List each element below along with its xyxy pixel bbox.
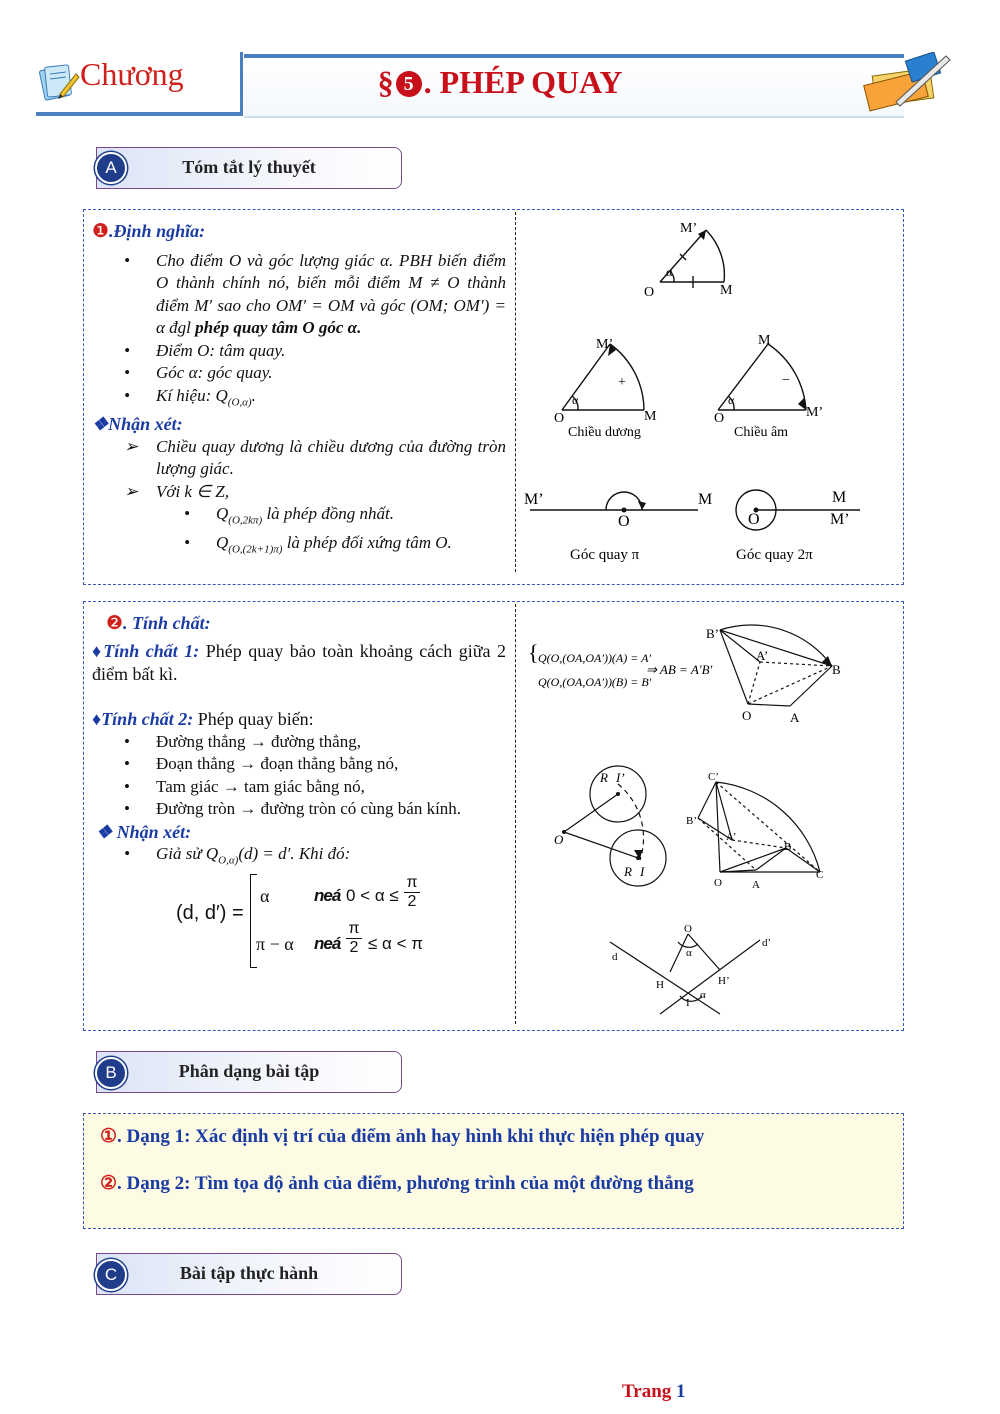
figure1-labels	[524, 221, 850, 563]
definition-bullet: • Kí hiệu: $Q_{(O,\alpha)}$.	[156, 385, 506, 414]
remark-item: ➢ Chiều quay dương là chiều dương của đường tròn lượng giác.	[156, 436, 506, 481]
section-badge-c: C	[95, 1259, 127, 1291]
figure2-formula	[528, 640, 713, 689]
svg-text:B’: B’	[686, 815, 697, 827]
svg-text:B’: B’	[706, 626, 719, 641]
svg-text:A’: A’	[756, 648, 769, 663]
properties-text	[92, 612, 506, 872]
svg-text:I: I	[640, 864, 645, 879]
title-number-badge: 5	[396, 71, 422, 97]
section-tab-theory: Tóm tắt lý thuyết	[96, 147, 402, 189]
svg-text:R: R	[600, 770, 608, 785]
exercise-type-2: ②. Dạng 2: Tìm tọa độ ảnh của điểm, phương trình của một đường thẳng	[100, 1173, 694, 1194]
svg-text:α: α	[728, 393, 735, 407]
property-1: ♦Tính chất 1: Phép quay bảo toàn khoảng cách giữa 2 điểm bất kì.	[92, 640, 507, 684]
definition-heading: ❶.Định nghĩa:	[92, 221, 206, 242]
definition-sub-list	[92, 503, 506, 561]
svg-text:Q(O,(OA,OA′))(B) = B′: Q(O,(OA,OA′))(B) = B′	[538, 675, 652, 689]
definition-list	[92, 250, 506, 414]
svg-text:I: I	[686, 997, 690, 1009]
properties-divider	[515, 604, 516, 1024]
definition-bullet: • Góc α: góc quay.	[156, 362, 506, 385]
property-item: • Đoạn thẳng → đoạn thẳng bằng nó,	[156, 753, 506, 776]
svg-text:M’: M’	[680, 221, 698, 236]
svg-text:⇒ AB = A′B′: ⇒ AB = A′B′	[646, 662, 713, 677]
rotation-definition-figure	[520, 214, 890, 574]
svg-text:d: d	[612, 951, 618, 963]
definition-text	[92, 220, 506, 561]
definition-bullet: • Cho điểm O và góc lượng giác α. PBH biến điểm O thành chính nó, biến mỗi điểm M ≠ O thành điểm M′ sao cho OM′ = OM và góc (OM; OM′) = α đgl phép quay tâm O góc α.	[156, 250, 506, 340]
svg-text:M: M	[832, 489, 847, 506]
section-badge-a: A	[95, 152, 127, 184]
property-2: ♦Tính chất 2: Phép quay biến:	[92, 708, 314, 729]
definition-remark-heading: ❖Nhận xét:	[92, 414, 183, 435]
remark-item: ➢ Với k ∈ Z,	[156, 481, 506, 504]
svg-text:H: H	[656, 979, 664, 991]
svg-text:B: B	[832, 662, 841, 677]
stationery-icon	[856, 52, 952, 117]
definition-remark-list	[92, 436, 506, 504]
svg-text:+: +	[618, 375, 626, 390]
svg-text:I’: I’	[616, 770, 625, 785]
svg-text:α: α	[666, 265, 673, 279]
svg-text:O: O	[554, 411, 565, 426]
svg-text:O: O	[644, 285, 655, 300]
svg-text:R: R	[624, 864, 632, 879]
remark-sub-item: • $Q_{(O,(2k+1)\pi)}$ là phép đối xứng tâm O.	[216, 532, 506, 561]
svg-text:A: A	[752, 879, 760, 891]
svg-text:{: {	[528, 640, 539, 665]
svg-text:H’: H’	[718, 975, 730, 987]
svg-text:O: O	[714, 877, 722, 889]
svg-text:M’: M’	[524, 491, 544, 508]
section-badge-b: B	[95, 1057, 127, 1089]
svg-text:O: O	[748, 511, 760, 528]
svg-text:M: M	[644, 409, 657, 424]
definition-bullet: • Điểm O: tâm quay.	[156, 340, 506, 363]
property-item: • Đường tròn → đường tròn có cùng bán kính.	[156, 798, 506, 821]
svg-text:M’: M’	[596, 337, 614, 352]
svg-text:d’: d’	[762, 937, 772, 949]
property-item: • Tam giác → tam giác bằng nó,	[156, 776, 506, 799]
caption-negative: Chiều âm	[734, 425, 789, 440]
properties-remark-list	[92, 843, 506, 872]
remark-item: • Giả sử $Q_{O,\alpha)}(d) = d'$. Khi đó:	[156, 843, 506, 872]
caption-positive: Chiều dương	[568, 425, 641, 440]
svg-text:C: C	[816, 869, 824, 881]
svg-text:α: α	[686, 947, 692, 959]
svg-text:M: M	[720, 283, 733, 298]
caption-pi: Góc quay π	[570, 547, 640, 563]
page-title: § 5 . PHÉP QUAY	[377, 64, 623, 100]
formula-lhs: (d, d′) =	[176, 902, 244, 924]
remark-sub-item: • $Q_{(O,2k\pi)}$ là phép đồng nhất.	[216, 503, 506, 532]
angle-formula: (d, d′) = α neá 0 < α ≤ π 2 π − α neá π 2 ≤ α < π	[176, 872, 436, 970]
svg-text:M’: M’	[830, 511, 850, 528]
chapter-label: Chương	[80, 56, 184, 92]
section-tab-exercise-types: Phân dạng bài tập	[96, 1051, 402, 1093]
svg-text:C’: C’	[708, 771, 719, 783]
svg-text:O: O	[554, 832, 564, 847]
exercise-type-1: ①. Dạng 1: Xác định vị trí của điểm ảnh hay hình khi thực hiện phép quay	[100, 1126, 705, 1147]
svg-text:M: M	[758, 333, 771, 348]
page-footer: Trang 1	[622, 1381, 686, 1402]
rotation-properties-figure	[520, 604, 896, 1024]
property-2-list	[92, 731, 506, 821]
definition-divider	[515, 212, 516, 572]
section-tab-practice: Bài tập thực hành	[96, 1253, 402, 1295]
svg-text:A’: A’	[726, 831, 737, 843]
svg-text:−: −	[782, 373, 790, 388]
properties-heading: ❷. Tính chất:	[106, 613, 211, 634]
svg-text:α: α	[572, 393, 579, 407]
svg-text:M: M	[698, 491, 713, 508]
svg-text:Q(O,(OA,OA′))(A) = A′: Q(O,(OA,OA′))(A) = A′	[538, 651, 652, 665]
svg-text:O: O	[684, 923, 692, 935]
property-item: • Đường thẳng → đường thẳng,	[156, 731, 506, 754]
svg-text:O: O	[618, 513, 630, 530]
properties-remark-heading: ❖ Nhận xét:	[96, 821, 192, 842]
caption-2pi: Góc quay 2π	[736, 547, 813, 563]
svg-text:B: B	[784, 841, 792, 853]
svg-text:A: A	[790, 710, 800, 725]
svg-text:α: α	[700, 989, 706, 1001]
svg-text:M’: M’	[806, 405, 824, 420]
svg-text:O: O	[742, 708, 752, 723]
svg-text:O: O	[714, 411, 725, 426]
